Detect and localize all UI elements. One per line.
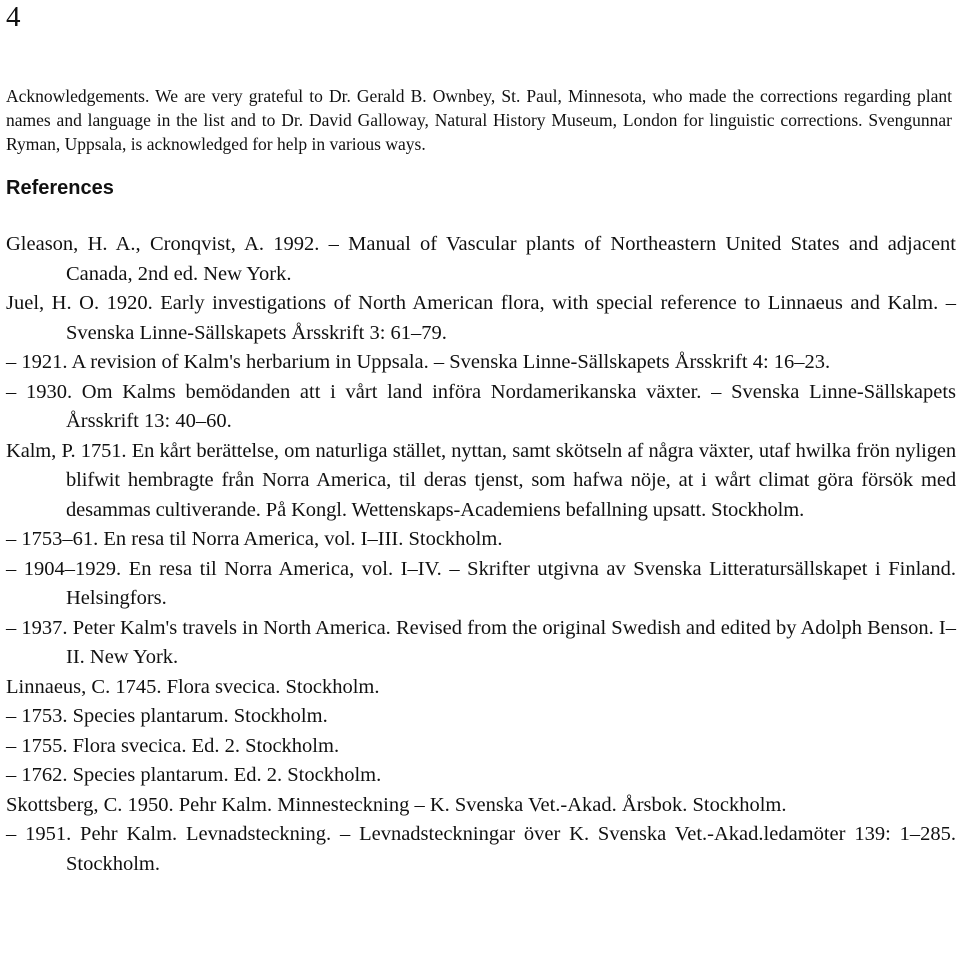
reference-entry: – 1753. Species plantarum. Stockholm. (6, 705, 328, 727)
reference-entry: Juel, H. O. 1920. Early investigations of North American flora, with special reference to Linnaeus and Kalm. – Svenska Linne-Sällskapets Årsskrift 3: 61–79. (6, 292, 956, 344)
reference-entry: Gleason, H. A., Cronqvist, A. 1992. – Manual of Vascular plants of Northeastern United States and adjacent Canada, 2nd ed. New York. (6, 233, 956, 285)
page-number: 4 (6, 1, 21, 33)
reference-entry: – 1951. Pehr Kalm. Levnadsteckning. – Levnadsteckningar över K. Svenska Vet.-Akad.ledamöter 139: 1–285. Stockholm. (6, 823, 956, 875)
reference-entry: Skottsberg, C. 1950. Pehr Kalm. Minnesteckning – K. Svenska Vet.-Akad. Årsbok. Stockholm. (6, 793, 787, 816)
reference-entry: – 1937. Peter Kalm's travels in North America. Revised from the original Swedish and edited by Adolph Benson. I–II. New York. (6, 616, 956, 668)
reference-entry: Linnaeus, C. 1745. Flora svecica. Stockholm. (6, 675, 380, 698)
references-heading: References (6, 177, 114, 199)
acknowledgements-paragraph: Acknowledgements. We are very grateful to Dr. Gerald B. Ownbey, St. Paul, Minnesota, who made the corrections regarding plant names and language in the list and to Dr. David Galloway, Natural History Museum, London for linguistic corrections. Svengunnar Ryman, Uppsala, is acknowledged for help in various ways. (6, 85, 952, 154)
reference-entry: – 1753–61. En resa til Norra America, vol. I–III. Stockholm. (6, 528, 503, 550)
reference-entry: – 1921. A revision of Kalm's herbarium in Uppsala. – Svenska Linne-Sällskapets Årsskrift 4: 16–23. (6, 351, 831, 373)
reference-entry: Kalm, P. 1751. En kårt berättelse, om naturliga stället, nyttan, samt skötseln af några växter, utaf hwilka frön nyligen blifwit hembragte från Norra America, til deras tjenst, som hafwa nöje, at i wårt climat göra försök med desammas cultiverande. På Kongl. Wettenskaps-Academiens befallning upsatt. Stockholm. (6, 439, 956, 521)
reference-entry: – 1762. Species plantarum. Ed. 2. Stockholm. (6, 764, 382, 786)
reference-entry: – 1904–1929. En resa til Norra America, vol. I–IV. – Skrifter utgivna av Svenska Litteratursällskapet i Finland. Helsingfors. (6, 557, 956, 609)
reference-entry: – 1930. Om Kalms bemödanden att i vårt land införa Nordamerikanska växter. – Svenska Linne-Sällskapets Årsskrift 13: 40–60. (6, 380, 956, 432)
reference-list (6, 230, 956, 879)
reference-entry: – 1755. Flora svecica. Ed. 2. Stockholm. (6, 734, 340, 757)
